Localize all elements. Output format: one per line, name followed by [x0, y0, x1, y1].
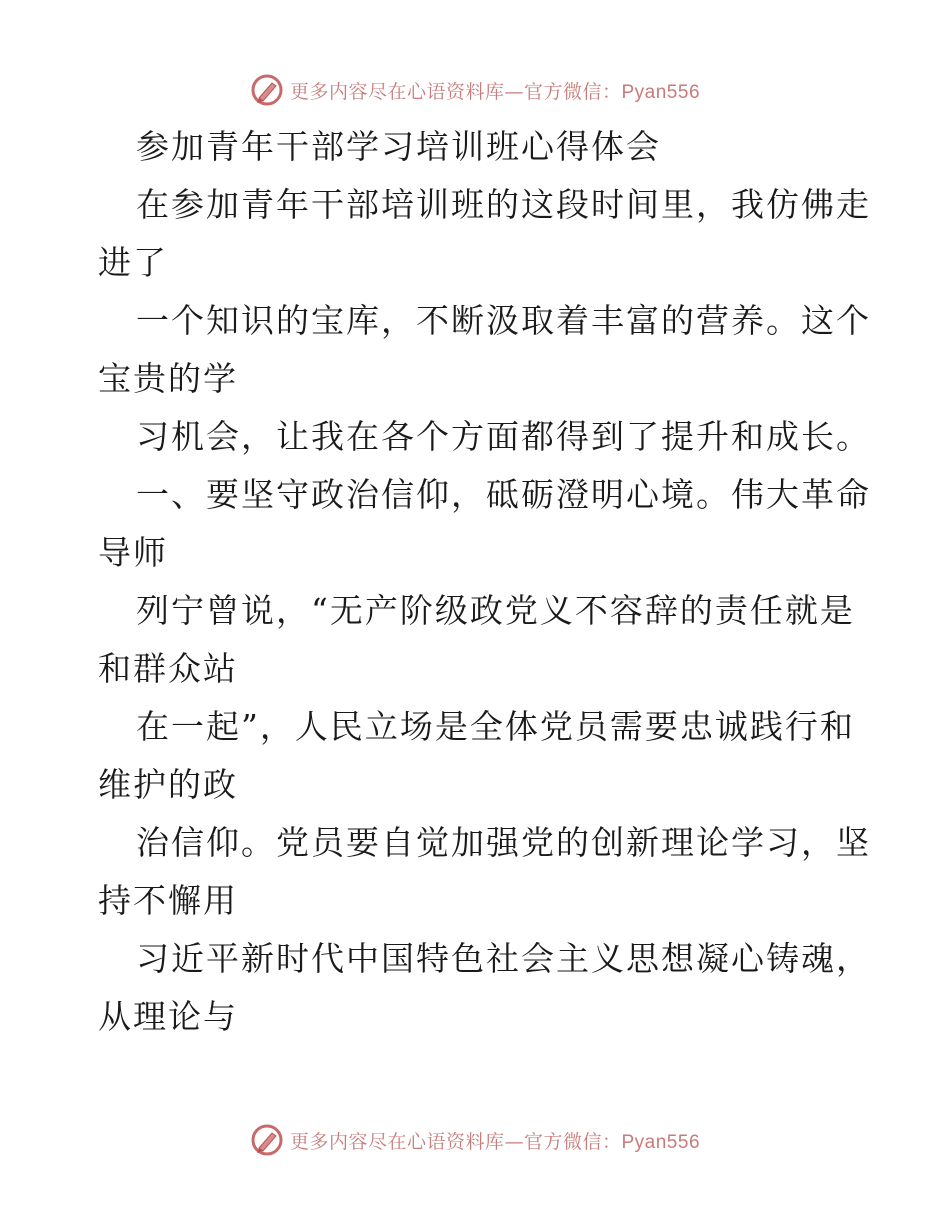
text-line: 持不懈用	[98, 881, 238, 920]
text-line: 列宁曾说，“无产阶级政党义不容辞的责任就是	[136, 591, 855, 630]
text-line: 在参加青年干部培训班的这段时间里，我仿佛走	[136, 185, 871, 224]
document-body	[98, 118, 871, 1046]
text-line: 习近平新时代中国特色社会主义思想凝心铸魂，	[136, 939, 871, 978]
text-line: 宝贵的学	[98, 359, 238, 398]
text-line: 一个知识的宝库，不断汲取着丰富的营养。这个	[136, 301, 871, 340]
watermark-text: 更多内容尽在心语资料库	[289, 1130, 505, 1153]
text-line: 在一起”，人民立场是全体党员需要忠诚践行和	[136, 707, 855, 746]
text-line: 维护的政	[98, 765, 238, 804]
text-line: 一、要坚守政治信仰，砥砺澄明心境。伟大革命	[136, 475, 871, 514]
watermark-dash: —	[504, 80, 524, 103]
pen-logo-icon	[250, 73, 284, 107]
text-line: 和群众站	[98, 649, 238, 688]
watermark-official: 官方微信：	[523, 80, 622, 103]
header-watermark	[0, 70, 950, 110]
text-line: 治信仰。党员要自觉加强党的创新理论学习，坚	[136, 823, 871, 862]
text-line: 习机会，让我在各个方面都得到了提升和成长。	[136, 417, 871, 456]
watermark-dash: —	[504, 1130, 524, 1153]
text-line: 进了	[98, 243, 168, 282]
watermark-wechat: Pyan556	[621, 81, 701, 103]
text-line: 从理论与	[98, 997, 238, 1036]
text-line: 导师	[98, 533, 168, 572]
footer-watermark	[0, 1120, 950, 1160]
pen-logo-icon	[250, 1123, 284, 1157]
watermark-official: 官方微信：	[523, 1130, 622, 1153]
document-title: 参加青年干部学习培训班心得体会	[136, 127, 661, 166]
watermark-wechat: Pyan556	[621, 1131, 701, 1153]
watermark-text: 更多内容尽在心语资料库	[289, 80, 505, 103]
